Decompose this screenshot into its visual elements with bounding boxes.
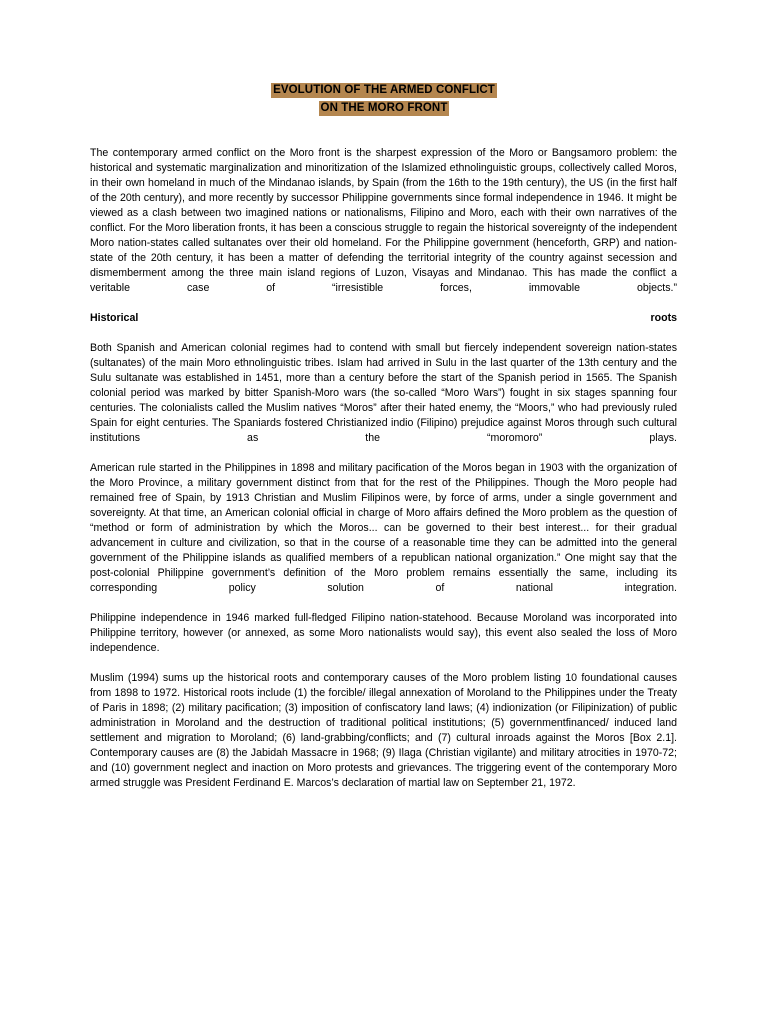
paragraph-colonial-regimes: Both Spanish and American colonial regimes had to contend with small but fiercely independent sovereign nation-states (sultanates) of the main Moro ethnolinguistic tribes. Islam had arrived in Sulu in the last quarter of the 13th century and the Sulu sultanate was established in 1451, more than a century before the start of the Spanish period in 1565. The Spanish colonial period was marked by bitter Spanish-Moro wars (the so-called “Moro Wars”) fought in six stages spanning four centuries. The colonialists called the Muslim natives “Moros” after their hated enemy, the “Moors,” who had previously ruled Spain for eight centuries. The Spaniards fostered Christianized indio (Filipino) prejudice against Moros through such cultural institutions as the “moromoro” plays. [90, 342, 677, 444]
document-title [0, 80, 768, 116]
document-body [90, 146, 677, 806]
heading-word-roots: roots [650, 312, 677, 324]
title-line-1: EVOLUTION OF THE ARMED CONFLICT [273, 84, 495, 96]
paragraph-independence: Philippine independence in 1946 marked full-fledged Filipino nation-statehood. Because Moroland was incorporated into Philippine territory, however (or annexed, as some Moro nationalists would say), this event also sealed the loss of Moro independence. [90, 612, 677, 654]
paragraph-intro: The contemporary armed conflict on the Moro front is the sharpest expression of the Moro or Bangsamoro problem: the historical and systematic marginalization and minoritization of the Islamized ethnolinguistic groups, collectively called Moros, in their own homeland in much of the Mindanao islands, by Spain (from the 16th to the 19th century), the US (in the first half of the 20th century), and more recently by successor Philippine governments since formal independence in 1946. It might be viewed as a clash between two imagined nations or nationalisms, Filipino and Moro, each with their own narratives of the conflict. For the Moro liberation fronts, it has been a conscious struggle to regain the historical sovereignty of the independent Moro nation-states called sultanates over their old homeland. For the Philippine government (henceforth, GRP) and nation-state of the 20th century, it has been a matter of defending the territorial integrity of the country against secession and dismemberment among the three main island regions of Luzon, Visayas and Mindanao. This has made the conflict a veritable case of “irresistible forces, immovable objects.” [90, 147, 677, 294]
heading-word-historical: Historical [90, 312, 139, 324]
title-line-2: ON THE MORO FRONT [320, 102, 448, 114]
paragraph-american-rule: American rule started in the Philippines in 1898 and military pacification of the Moros began in 1903 with the organization of the Moro Province, a military government distinct from that for the rest of the Philippines. Though the Moro people had remained free of Spain, by 1913 Christian and Muslim Filipinos were, by force of arms, under a single government and sovereignty. At that time, an American colonial official in charge of Moro affairs defined the Moro problem as the question of “method or form of administration by which the Moros... can be governed to their best interest... for their gradual advancement in culture and civilization, so that in the course of a reasonable time they can be admitted into the general government of the Philippine islands as qualified members of a republican national organization.” One might say that the post-colonial Philippine government’s definition of the Moro problem remains essentially the same, including its corresponding policy solution of national integration. [90, 462, 677, 594]
paragraph-muslim-1994: Muslim (1994) sums up the historical roots and contemporary causes of the Moro problem listing 10 foundational causes from 1898 to 1972. Historical roots include (1) the forcible/ illegal annexation of Moroland to the Philippines under the Treaty of Paris in 1898; (2) military pacification; (3) imposition of confiscatory land laws; (4) indionization (or Filipinization) of public administration in Moroland and the destruction of traditional political institutions; (5) governmentfinanced/ induced land settlement and migration to Moroland; (6) land-grabbing/conflicts; and (7) cultural inroads against the Moros [Box 2.1]. Contemporary causes are (8) the Jabidah Massacre in 1968; (9) Ilaga (Christian vigilante) and military atrocities in 1970-72; and (10) government neglect and inaction on Moro protests and grievances. The triggering event of the contemporary Moro armed struggle was President Ferdinand E. Marcos’s declaration of martial law on September 21, 1972. [90, 672, 677, 789]
section-heading-historical-roots [90, 311, 677, 326]
